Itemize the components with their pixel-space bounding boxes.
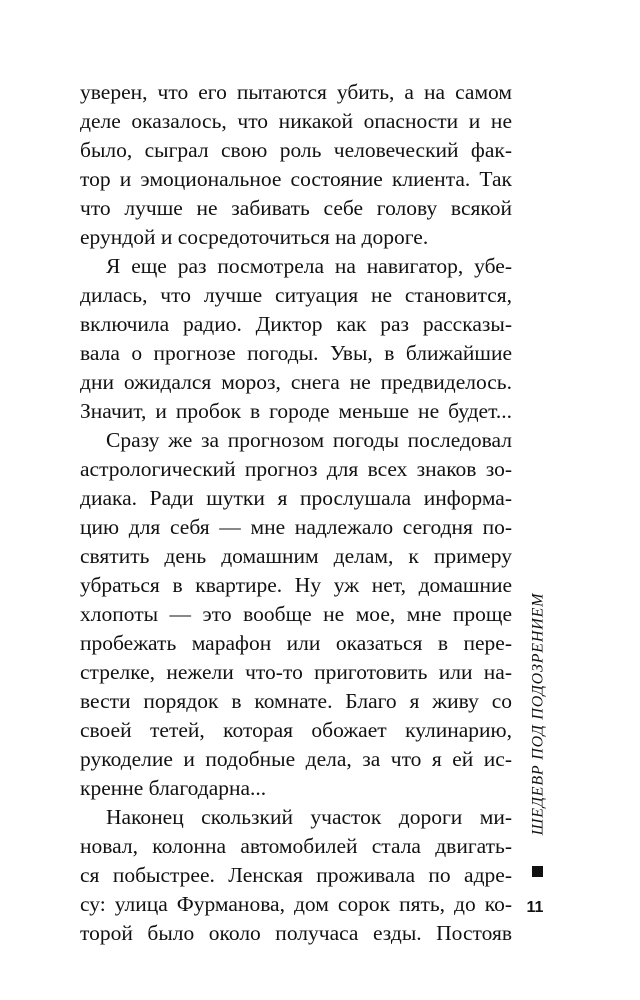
text-line: что лучше не забивать себе голову всякой: [80, 196, 512, 220]
text-line: включила радио. Диктор как раз рассказы-: [80, 312, 512, 336]
text-line: тор и эмоциональное состояние клиента. Так: [80, 167, 512, 191]
text-line: пробежать марафон или оказаться в пере-: [80, 631, 512, 655]
text-line: святить день домашним делам, к примеру: [80, 544, 512, 568]
text-line: стрелке, нежели что-то приготовить или на-: [80, 660, 512, 684]
text-line: ся побыстрее. Ленская проживала по адре-: [80, 863, 512, 887]
page-number: 11: [526, 899, 544, 916]
text-line: уверен, что его пытаются убить, а на самом: [80, 80, 512, 104]
text-line: ерундой и сосредоточиться на дороге.: [80, 225, 429, 249]
section-marker-square: [532, 866, 543, 877]
text-line: диака. Ради шутки я прослушала информа-: [80, 486, 512, 510]
text-line: убраться в квартире. Ну уж нет, домашние: [80, 573, 512, 597]
text-line: кренне благодарна...: [80, 776, 267, 800]
text-line: дилась, что лучше ситуация не становится,: [80, 283, 512, 307]
text-line: хлопоты — это вообще не мое, мне проще: [80, 602, 512, 626]
body-text: [80, 78, 512, 948]
text-line: рукоделие и подобные дела, за что я ей ис-: [80, 747, 512, 771]
text-line: астрологический прогноз для всех знаков зо-: [80, 457, 512, 481]
text-line: было, сыграл свою роль человеческий фак-: [80, 138, 512, 162]
text-line: торой было около получаса езды. Постояв: [80, 921, 512, 945]
text-line: своей тетей, которая обожает кулинарию,: [80, 718, 512, 742]
text-line: деле оказалось, что никакой опасности и не: [80, 109, 512, 133]
text-line: цию для себя — мне надлежало сегодня по-: [80, 515, 512, 539]
text-line: новал, колонна автомобилей стала двигать-: [80, 834, 512, 858]
text-line: вала о прогнозе погоды. Увы, в ближайшие: [80, 341, 512, 365]
text-line: вести порядок в комнате. Благо я живу со: [80, 689, 512, 713]
text-line: Наконец скользкий участок дороги ми-: [106, 805, 512, 829]
running-title-text: ШЕДЕВР ПОД ПОДОЗРЕНИЕМ: [529, 592, 547, 836]
text-line: дни ожидался мороз, снега не предвиделось.: [80, 370, 512, 394]
text-line: су: улица Фурманова, дом сорок пять, до ко-: [80, 892, 512, 916]
text-line: Сразу же за прогнозом погоды последовал: [106, 428, 512, 452]
running-title: [528, 574, 548, 854]
text-line: Я еще раз посмотрела на навигатор, убе-: [106, 254, 512, 278]
text-line: Значит, и пробок в городе меньше не будет...: [80, 399, 512, 423]
